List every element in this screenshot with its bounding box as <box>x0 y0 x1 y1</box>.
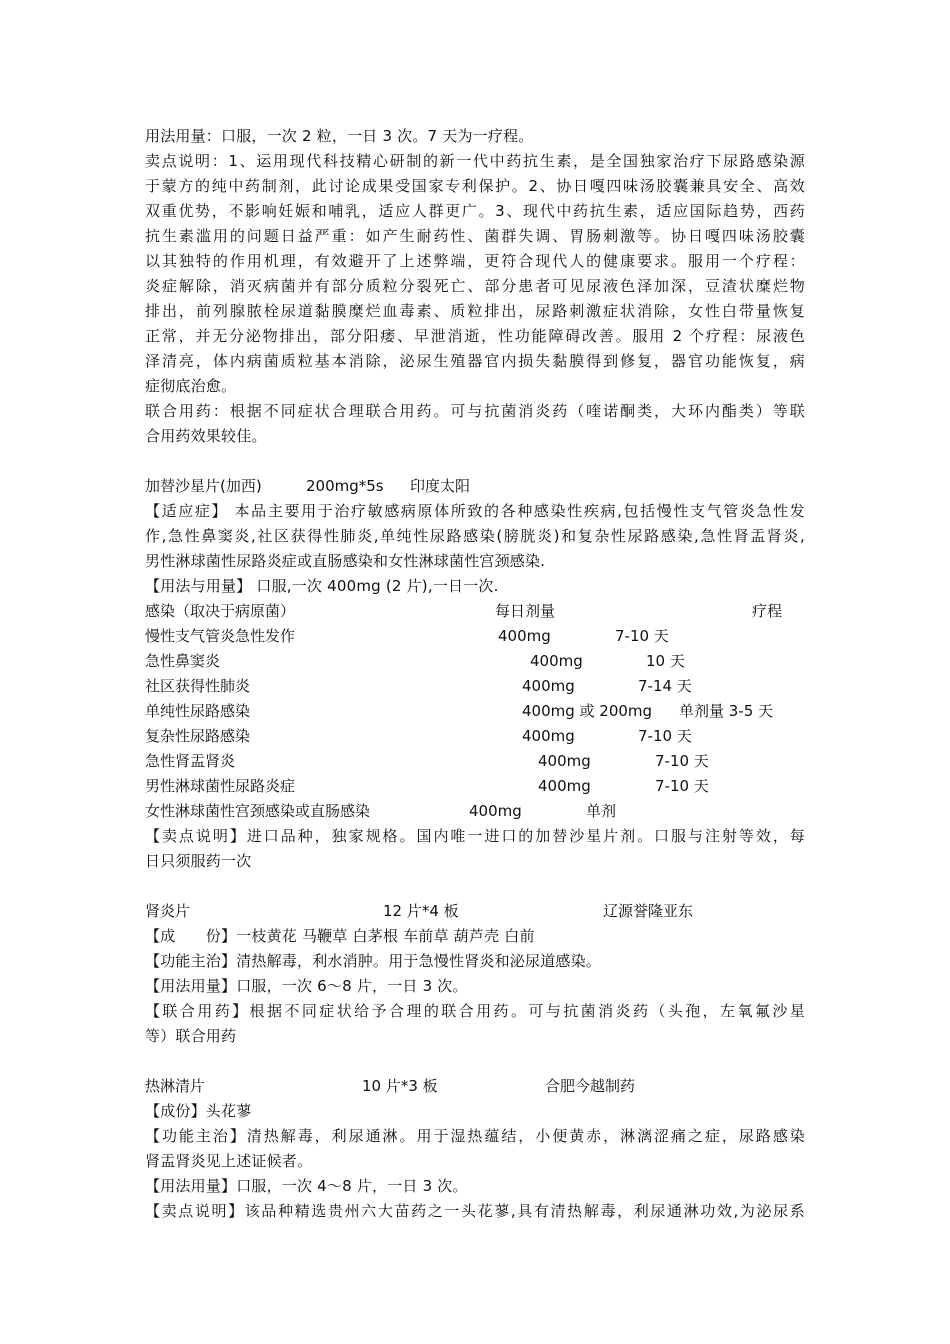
drug-name: 热淋清片 <box>145 1077 206 1095</box>
selling-line: 以其独特的作用机理，有效避开了上述弊端，更符合现代人的健康要求。服用一个疗程： <box>145 252 805 270</box>
table-row-infection: 男性淋球菌性尿路炎症 <box>145 777 296 795</box>
table-row-infection: 社区获得性肺炎 <box>145 677 251 695</box>
table-row-infection: 单纯性尿路感染 <box>145 702 251 720</box>
selling-line: 泽清亮，体内病菌质粒基本消除，泌尿生殖器官内损失黏膜得到修复，器官功能恢复，病 <box>145 352 805 370</box>
indication-line: 男性淋球菌性尿路炎症或直肠感染和女性淋球菌性宫颈感染. <box>145 552 546 570</box>
table-row-dose: 400mg <box>522 677 575 695</box>
table-row-course: 7-10 天 <box>638 727 692 745</box>
table-row-course: 7-10 天 <box>655 752 709 770</box>
drug-spec: 200mg*5s <box>306 477 384 495</box>
selling-line: 抗生素滥用的问题日益严重：如产生耐药性、菌群失调、胃肠刺激等。协日嘎四味汤胶囊 <box>145 227 805 245</box>
selling-line: 于蒙方的纯中药制剂，此讨论成果受国家专利保护。2、协日嘎四味汤胶囊兼具安全、高效 <box>145 177 805 195</box>
table-row-dose: 400mg <box>538 752 591 770</box>
drug-maker: 合肥今越制药 <box>545 1077 636 1095</box>
table-row-course: 7-10 天 <box>655 777 709 795</box>
combo-line: 【联合用药】根据不同症状给予合理的联合用药。可与抗菌消炎药（头孢，左氧氟沙星 <box>145 1002 805 1020</box>
table-row-dose: 400mg <box>530 652 583 670</box>
table-header-course: 疗程 <box>752 602 783 620</box>
table-row-dose: 400mg <box>469 802 522 820</box>
function-line: 【功能主治】清热解毒，利尿通淋。用于湿热蕴结，小便黄赤，淋漓涩痛之症，尿路感染 <box>145 1127 805 1145</box>
function-line: 【功能主治】清热解毒，利水消肿。用于急慢性肾炎和泌尿道感染。 <box>145 952 602 970</box>
ingredients-line: 【成 份】一枝黄花 马鞭草 白茅根 车前草 葫芦壳 白前 <box>145 927 535 945</box>
ingredients-line: 【成份】头花蓼 <box>145 1102 252 1120</box>
table-row-dose: 400mg <box>498 627 551 645</box>
combo-line: 等）联合用药 <box>145 1027 237 1045</box>
selling-line: 卖点说明：1、运用现代科技精心研制的新一代中药抗生素，是全国独家治疗下尿路感染源 <box>145 152 805 170</box>
drug-spec: 10 片*3 板 <box>362 1077 438 1095</box>
table-row-infection: 女性淋球菌性宫颈感染或直肠感染 <box>145 802 371 820</box>
drug-name: 肾炎片 <box>145 902 191 920</box>
table-row-course: 单剂量 3-5 天 <box>679 702 774 720</box>
table-row-dose: 400mg <box>522 727 575 745</box>
drug-maker: 辽源誉隆亚东 <box>603 902 694 920</box>
indication-line: 作,急性鼻窦炎,社区获得性肺炎,单纯性尿路感染(膀胱炎)和复杂性尿路感染,急性肾盂肾炎, <box>145 527 805 545</box>
table-row-dose: 400mg 或 200mg <box>522 702 653 720</box>
selling-line: 排出，前列腺脓栓尿道黏膜糜烂血毒素、质粒排出，尿路刺激症状消除，女性白带量恢复 <box>145 302 805 320</box>
dosage-line: 【用法与用量】 口服,一次 400mg (2 片),一日一次. <box>145 577 499 595</box>
drug-spec: 12 片*4 板 <box>383 902 459 920</box>
table-header-infection: 感染（取决于病原菌） <box>145 602 296 620</box>
table-row-infection: 慢性支气管炎急性发作 <box>145 627 296 645</box>
usage-line: 【用法用量】口服，一次 4～8 片，一日 3 次。 <box>145 1177 468 1195</box>
drug-name: 加替沙星片(加西) <box>145 477 262 495</box>
table-row-course: 7-10 天 <box>615 627 669 645</box>
drug-maker: 印度太阳 <box>410 477 471 495</box>
table-row-infection: 复杂性尿路感染 <box>145 727 251 745</box>
combo-line: 合用药效果较佳。 <box>145 427 267 445</box>
indication-line: 【适应症】 本品主要用于治疗敏感病原体所致的各种感染性疾病,包括慢性支气管炎急性发 <box>145 502 805 520</box>
usage-line: 【用法用量】口服，一次 6～8 片，一日 3 次。 <box>145 977 468 995</box>
selling-line: 正常，并无分泌物排出，部分阳痿、早泄消逝，性功能障碍改善。服用 2 个疗程：尿液色 <box>145 327 805 345</box>
table-row-dose: 400mg <box>538 777 591 795</box>
table-row-course: 单剂 <box>586 802 617 820</box>
usage-line: 用法用量：口服，一次 2 粒，一日 3 次。7 天为一疗程。 <box>145 127 534 145</box>
table-row-infection: 急性肾盂肾炎 <box>145 752 236 770</box>
combo-line: 联合用药：根据不同症状合理联合用药。可与抗菌消炎药（喹诺酮类，大环内酯类）等联 <box>145 402 805 420</box>
selling-line: 日只须服药一次 <box>145 852 252 870</box>
selling-line: 双重优势，不影响妊娠和哺乳，适应人群更广。3、现代中药抗生素，适应国际趋势，西药 <box>145 202 805 220</box>
table-header-dose: 每日剂量 <box>495 602 556 620</box>
selling-line: 炎症解除，消灭病菌并有部分质粒分裂死亡、部分患者可见尿液色泽加深，豆渣状糜烂物 <box>145 277 805 295</box>
selling-line: 症彻底治愈。 <box>145 377 237 395</box>
table-row-course: 10 天 <box>646 652 685 670</box>
function-line: 肾盂肾炎见上述证候者。 <box>145 1152 313 1170</box>
table-row-course: 7-14 天 <box>638 677 692 695</box>
selling-line: 【卖点说明】该品种精选贵州六大苗药之一头花蓼,具有清热解毒，利尿通淋功效,为泌尿系 <box>145 1202 805 1220</box>
table-row-infection: 急性鼻窦炎 <box>145 652 221 670</box>
selling-line: 【卖点说明】进口品种，独家规格。国内唯一进口的加替沙星片剂。口服与注射等效，每 <box>145 827 805 845</box>
